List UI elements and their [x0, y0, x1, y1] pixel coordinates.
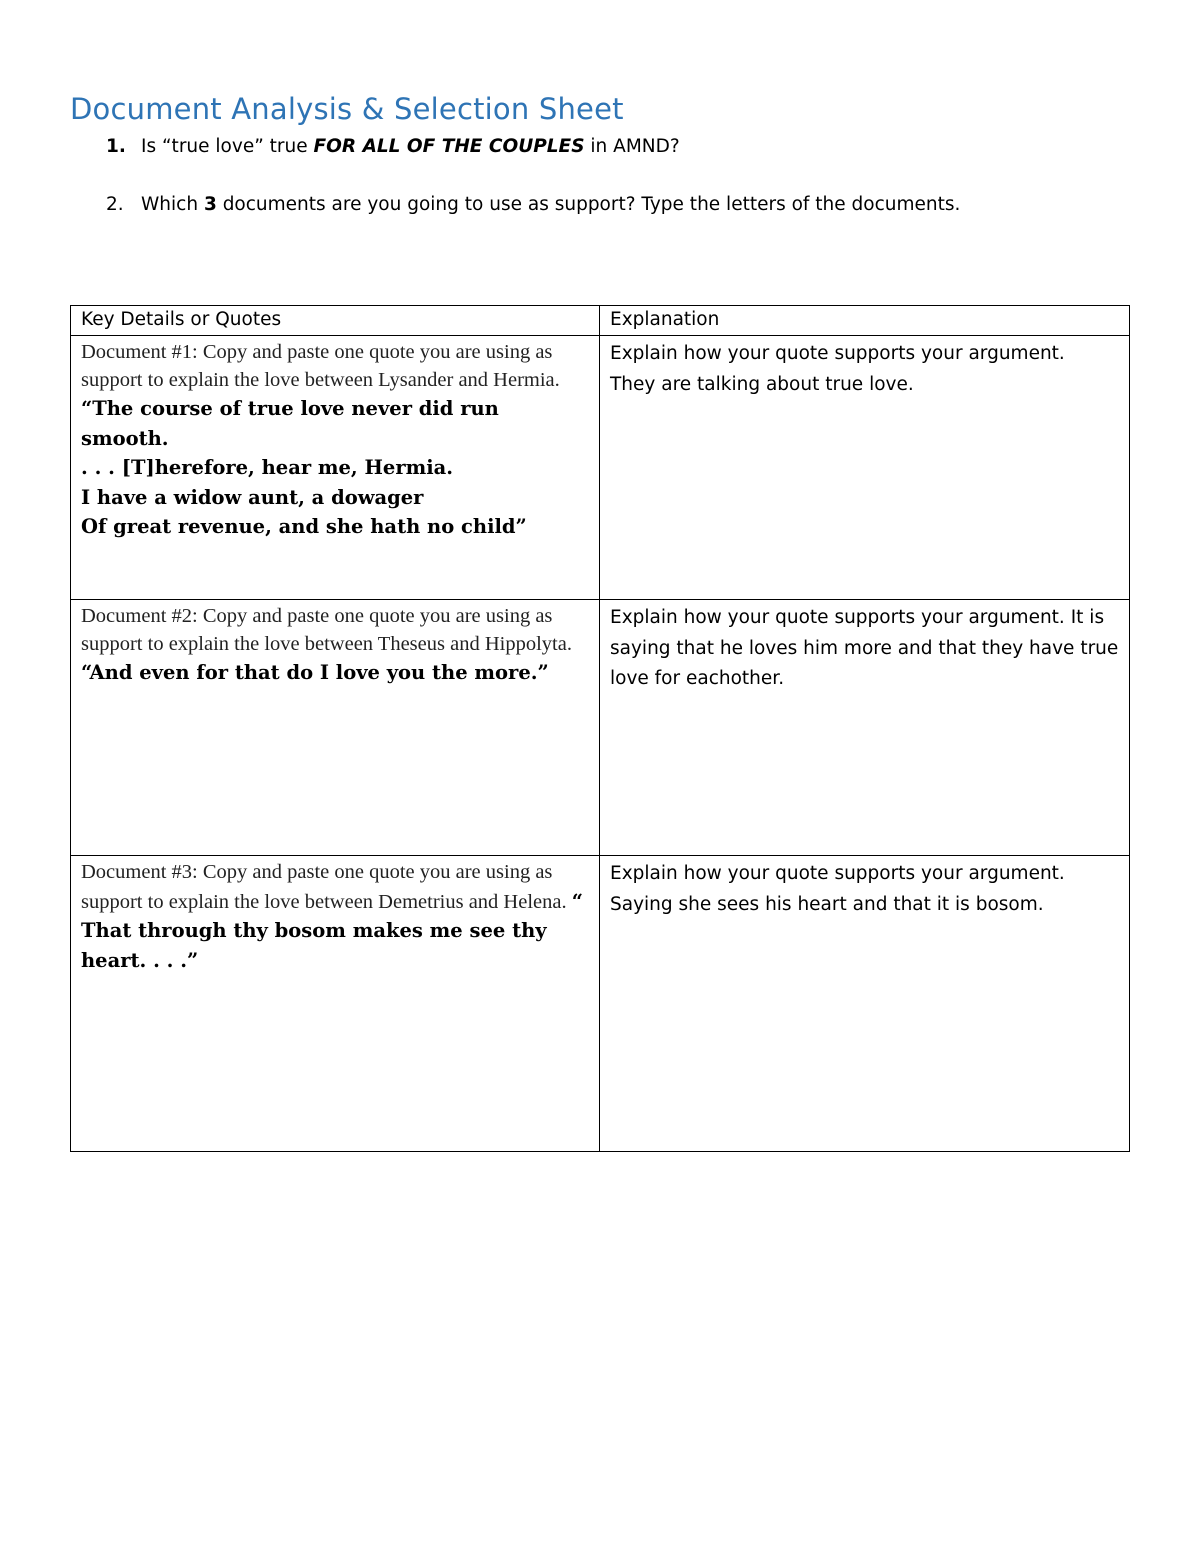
question-number: 1. [106, 136, 126, 157]
table-header-row [71, 306, 1130, 336]
document-prompt: Document #3: Copy and paste one quote you are using as support to explain the love between Demetrius and Helena. [81, 861, 572, 913]
explanation-prompt: Explain how your quote supports your argument. [610, 607, 1065, 628]
explanation-answer [610, 603, 1119, 695]
question-2 [106, 194, 960, 215]
document-prompt: Document #2: Copy and paste one quote you are using as support to explain the love between Theseus and Hippolyta. [81, 605, 572, 655]
explanation-answer: Saying she sees his heart and that it is bosom. [610, 893, 1044, 915]
table-row [71, 600, 1130, 856]
explanation-answer: They are talking about true love. [610, 373, 914, 395]
table-row [71, 856, 1130, 1152]
explanation-prompt: Explain how your quote supports your argument. [610, 343, 1065, 364]
quote-cell[interactable] [71, 600, 600, 856]
question-emphasis: 3 [203, 194, 217, 215]
document-analysis-table [70, 305, 1130, 1152]
question-text: Is “true love” true [141, 136, 314, 157]
question-text-end: documents are you going to use as support? Type the letters of the documents. [216, 194, 961, 215]
quote-text: “And even for that do I love you the more.” [81, 661, 549, 684]
document-prompt: Document #1: Copy and paste one quote you are using as support to explain the love between Lysander and Hermia. [81, 341, 560, 391]
page-title: Document Analysis & Selection Sheet [70, 92, 624, 126]
explanation-cell[interactable] [600, 600, 1130, 856]
quote-cell[interactable] [71, 856, 600, 1152]
quote-text: “The course of true love never did run smooth. . . . [T]herefore, hear me, Hermia. I have a widow aunt, a dowager Of great revenue, and she hath no child” [81, 397, 527, 538]
header-explanation: Explanation [600, 306, 1130, 336]
explanation-prompt: Explain how your quote supports your argument. [610, 863, 1065, 884]
question-1 [106, 136, 680, 157]
quote-cell[interactable] [71, 336, 600, 600]
question-number: 2. [106, 194, 124, 215]
explanation-cell[interactable] [600, 336, 1130, 600]
explanation-text: It is saying that he loves him more and that they have true love for eachother. [610, 607, 1119, 689]
explanation-cell[interactable] [600, 856, 1130, 1152]
question-text: Which [141, 194, 204, 215]
question-emphasis: FOR ALL OF THE COUPLES [313, 136, 585, 157]
question-text-end: in AMND? [584, 136, 680, 157]
table-row [71, 336, 1130, 600]
header-key-details: Key Details or Quotes [71, 306, 600, 336]
quote-text: “ That through thy bosom makes me see thy heart. . . .” [81, 889, 590, 972]
